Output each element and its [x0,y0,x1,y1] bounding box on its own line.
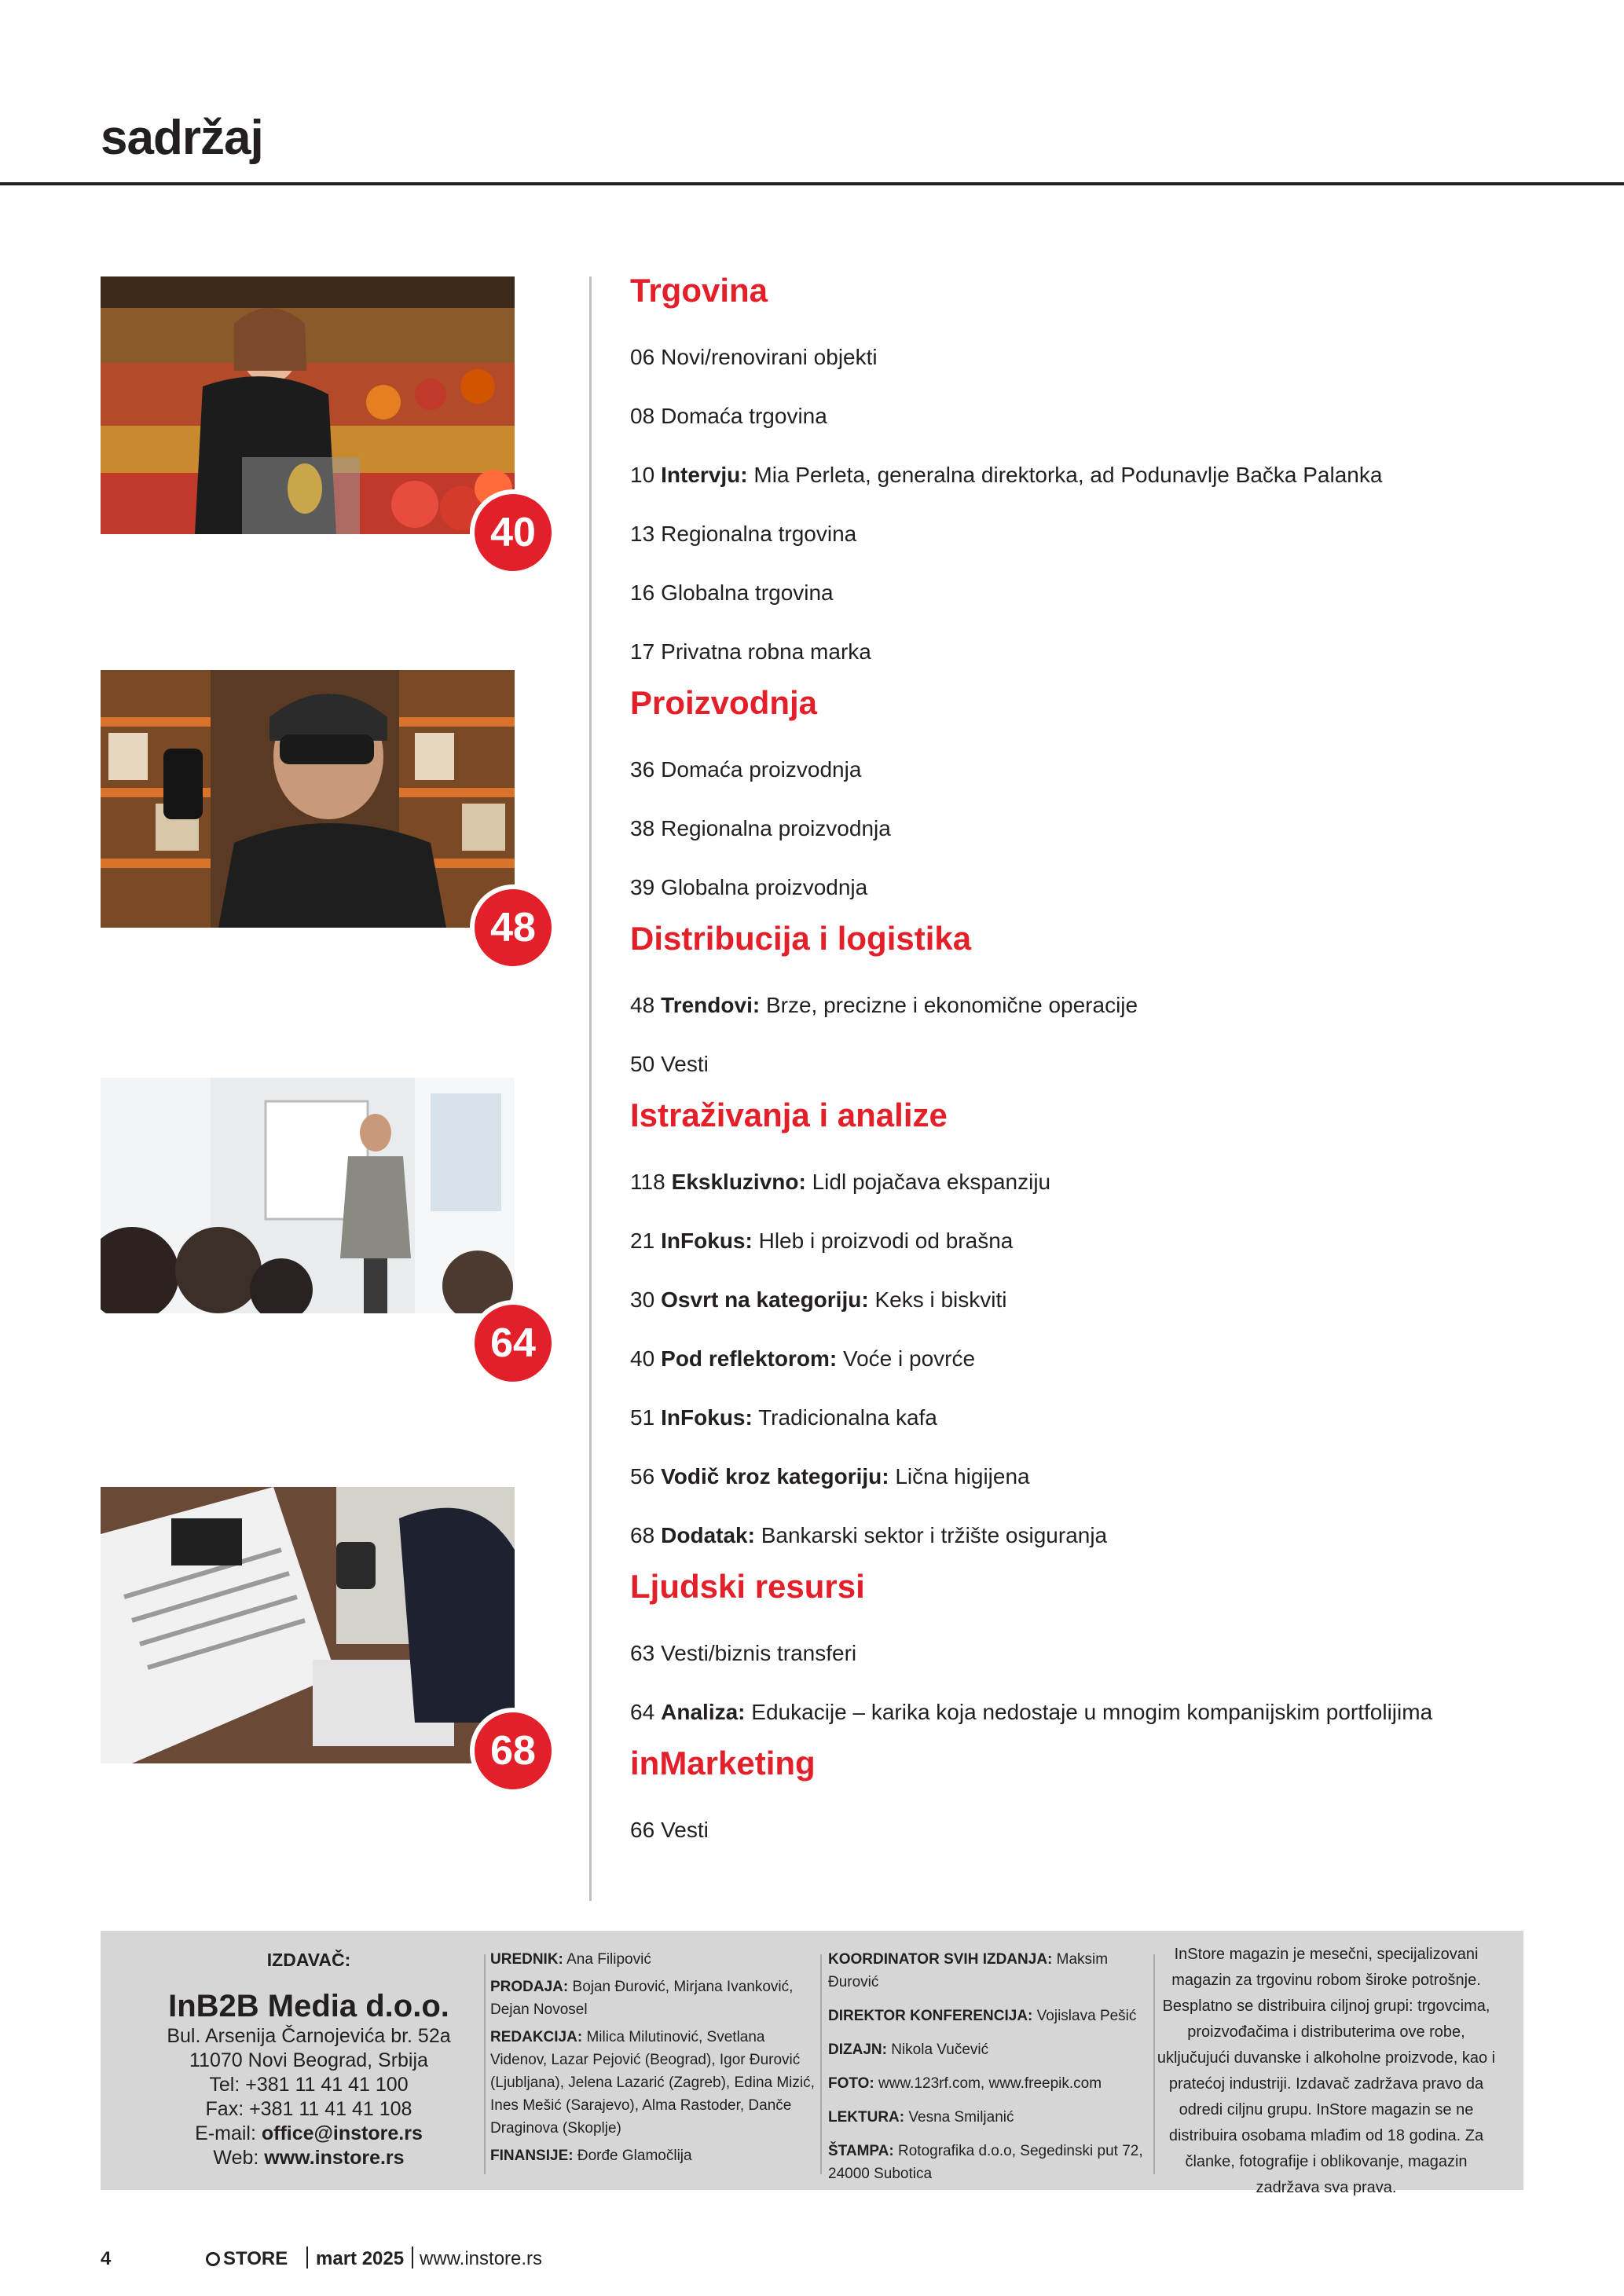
toc-entry[interactable] [630,1270,1573,1329]
entry-label: Pod reflektorom: [661,1346,838,1371]
entry-page: 48 [630,993,655,1017]
staff-names: Đorđe Glamočlija [577,2148,692,2164]
entry-text: Regionalna proizvodnja [661,816,891,840]
toc-entry[interactable] [630,1683,1573,1741]
coord-line [828,1948,1158,1994]
imprint-box [101,1931,1523,2196]
entry-text: Vesti [661,1052,709,1076]
toc-entry[interactable] [630,1447,1573,1506]
coord-role: KOORDINATOR SVIH IZDANJA: [828,1951,1053,1968]
entry-label: InFokus: [661,1229,753,1253]
toc-entry[interactable] [630,858,1573,917]
staff-line [490,1976,820,2021]
toc-entry[interactable] [630,386,1573,445]
entry-text: Voće i povrće [842,1346,976,1371]
entry-text: Novi/renovirani objekti [661,345,878,369]
about-text: InStore magazin je mesečni, specijalizovani magazin za trgovinu robom široke potrošnje. Besplatno se distribuira ciljnoj grupi: trgovcima, proizvođačima i distributerima ove robe, uključujući duvanske i alkoholne proizvode, kao i pratećoj industriji. Izdavač zadržava pravo da odredi ciljnu grupu. InStore magazin se ne distribuira osobama mlađim od 18 godina. Za članke, fotografije i oblikovanje, magazin zadržava sva prava. [1157,1946,1496,2196]
staff-names: Milica Milutinović, Svetlana Videnov, Lazar Pejović (Beograd), Igor Đurović (Ljubljana), Jelena Lazarić (Zagreb), Edina Mizić, Ines Mešić (Sarajevo), Alma Rastoder, Danče Draginova (Skoplje) [490,2029,815,2137]
entry-label: Analiza: [661,1700,746,1724]
logo-text: STORE [223,2248,288,2269]
coord-role: DIREKTOR KONFERENCIJA: [828,2008,1033,2024]
toc-entry[interactable] [630,504,1573,563]
entry-text: Keks i biskviti [874,1287,1007,1312]
entry-label: Osvrt na kategoriju: [661,1287,869,1312]
toc-entry[interactable] [630,1211,1573,1270]
toc-section-istrazivanja [630,1093,1573,1565]
entry-page: 13 [630,522,655,546]
entry-text: Vesti/biznis transferi [661,1641,857,1665]
section-title: Distribucija i logistika [630,920,972,957]
toc-entry[interactable] [630,1152,1573,1211]
coord-names: www.123rf.com, www.freepik.com [878,2075,1102,2092]
imprint-separator [820,1954,822,2174]
entry-page: 10 [630,463,655,487]
entry-page: 118 [630,1170,665,1194]
instore-logo [206,2248,288,2270]
entry-text: Tradicionalna kafa [758,1405,937,1430]
imprint-separator [484,1954,486,2174]
page-badge: 68 [470,1708,556,1794]
entry-text: Bankarski sektor i tržište osiguranja [761,1523,1108,1547]
staff-names: Bojan Đurović, Mirjana Ivanković, Dejan Novosel [490,1979,794,2018]
toc-section-proizvodnja [630,681,1573,917]
entry-page: 38 [630,816,655,840]
entry-text: Lična higijena [895,1464,1030,1489]
issue-date: mart 2025 [316,2248,405,2269]
publisher-block [124,1948,493,2170]
title-rule [0,182,1624,185]
publisher-tel: Tel: +381 11 41 41 100 [209,2074,409,2096]
section-title: Trgovina [630,272,768,309]
entry-text: Regionalna trgovina [661,522,857,546]
entry-page: 66 [630,1818,655,1842]
entry-text: Globalna trgovina [661,580,834,605]
coord-line [828,2106,1158,2129]
entry-text: Domaća proizvodnja [661,757,862,782]
website-link[interactable]: www.instore.rs [420,2248,543,2269]
entry-text: Vesti [661,1818,709,1842]
photo-insurance [101,1487,515,1763]
coord-role: DIZAJN: [828,2041,887,2058]
entry-page: 16 [630,580,655,605]
staff-role: UREDNIK: [490,1951,563,1968]
toc-entry[interactable] [630,799,1573,858]
coord-line [828,2005,1158,2027]
footer-separator [306,2247,308,2269]
toc-section-inmarketing [630,1741,1573,1859]
staff-line [490,1948,820,1971]
section-title: Proizvodnja [630,684,818,721]
table-of-contents [630,269,1573,1859]
staff-role: REDAKCIJA: [490,2029,583,2045]
web-label: Web: [213,2147,259,2169]
logo-mark-icon [206,2252,220,2266]
publisher-company: InB2B Media d.o.o. [168,1989,449,2023]
entry-text: Privatna robna marka [661,639,871,664]
toc-entry[interactable] [630,976,1573,1034]
staff-line [490,2144,820,2167]
staff-role: FINANSIJE: [490,2148,574,2164]
entry-text: Domaća trgovina [661,404,827,428]
coordination-block [828,1948,1158,2196]
entry-page: 68 [630,1523,655,1547]
publisher-address2: 11070 Novi Beograd, Srbija [189,2049,428,2071]
entry-label: Vodič kroz kategoriju: [661,1464,889,1489]
entry-page: 50 [630,1052,655,1076]
publisher-web-line [124,2146,493,2170]
page-badge: 48 [470,884,556,971]
toc-entry[interactable] [630,563,1573,622]
entry-page: 63 [630,1641,655,1665]
page-badge: 64 [470,1300,556,1386]
entry-page: 39 [630,875,655,899]
coord-role: FOTO: [828,2075,874,2092]
photo-presentation [101,1078,515,1313]
toc-entry[interactable] [630,445,1573,504]
section-title: inMarketing [630,1745,816,1782]
entry-text: Mia Perleta, generalna direktorka, ad Podunavlje Bačka Palanka [753,463,1383,487]
entry-page: 21 [630,1229,655,1253]
staff-block [490,1948,820,2172]
entry-page: 64 [630,1700,655,1724]
coord-names: Vojislava Pešić [1036,2008,1137,2024]
page-title: sadržaj [101,111,263,165]
entry-page: 17 [630,639,655,664]
entry-text: Globalna proizvodnja [661,875,868,899]
entry-page: 30 [630,1287,655,1312]
entry-text: Hleb i proizvodi od brašna [758,1229,1014,1253]
toc-section-distribucija [630,917,1573,1093]
entry-page: 51 [630,1405,655,1430]
staff-line [490,2026,820,2140]
photo-supermarket [101,276,515,534]
entry-page: 56 [630,1464,655,1489]
email-label: E-mail: [195,2122,256,2144]
coord-role: ŠTAMPA: [828,2143,894,2159]
coord-names: Rotografika d.o.o, Segedinski put 72, 24000 Subotica [828,2143,1143,2182]
web-link[interactable]: www.instore.rs [264,2147,405,2169]
toc-entry[interactable] [630,1329,1573,1388]
publisher-address1: Bul. Arsenija Čarnojevića br. 52a [167,2025,451,2047]
entry-label: Ekskluzivno: [671,1170,806,1194]
page-badge: 40 [470,489,556,576]
entry-text: Brze, precizne i ekonomične operacije [765,993,1138,1017]
page-number: 4 [101,2248,112,2269]
coord-line [828,2038,1158,2061]
staff-role: PRODAJA: [490,1979,569,1995]
coord-names: Vesna Smiljanić [908,2109,1014,2126]
entry-text: Lidl pojačava ekspanziju [812,1170,1051,1194]
entry-page: 06 [630,345,655,369]
footer-separator [412,2247,413,2269]
coord-role: LEKTURA: [828,2109,905,2126]
entry-label: InFokus: [661,1405,753,1430]
entry-label: Trendovi: [661,993,761,1017]
toc-entry[interactable] [630,328,1573,386]
toc-entry[interactable] [630,1034,1573,1093]
toc-entry[interactable] [630,622,1573,681]
section-title: Ljudski resursi [630,1568,865,1605]
publisher-fax: Fax: +381 11 41 41 108 [205,2098,412,2120]
entry-label: Dodatak: [661,1523,755,1547]
toc-section-trgovina [630,269,1573,681]
toc-entry[interactable] [630,740,1573,799]
email-link[interactable]: office@instore.rs [261,2122,423,2144]
entry-page: 08 [630,404,655,428]
toc-entry[interactable] [630,1624,1573,1683]
entry-label: Intervju: [661,463,748,487]
toc-entry[interactable] [630,1800,1573,1859]
coord-names: Maksim Đurović [828,1951,1109,1990]
divider-line [589,276,592,1901]
toc-section-ljudski-resursi [630,1565,1573,1741]
entry-text: Edukacije – karika koja nedostaje u mnogim kompanijskim portfolijima [751,1700,1433,1724]
section-title: Istraživanja i analize [630,1097,948,1133]
coord-line [828,2140,1158,2185]
toc-entry[interactable] [630,1388,1573,1447]
staff-names: Ana Filipović [566,1951,651,1968]
entry-page: 36 [630,757,655,782]
coord-names: Nikola Vučević [891,2041,989,2058]
entry-page: 40 [630,1346,655,1371]
toc-entry[interactable] [630,1506,1573,1565]
publisher-email-line [124,2122,493,2146]
publisher-label: IZDAVAČ: [266,1950,351,1970]
coord-line [828,2072,1158,2095]
photo-warehouse [101,670,515,928]
